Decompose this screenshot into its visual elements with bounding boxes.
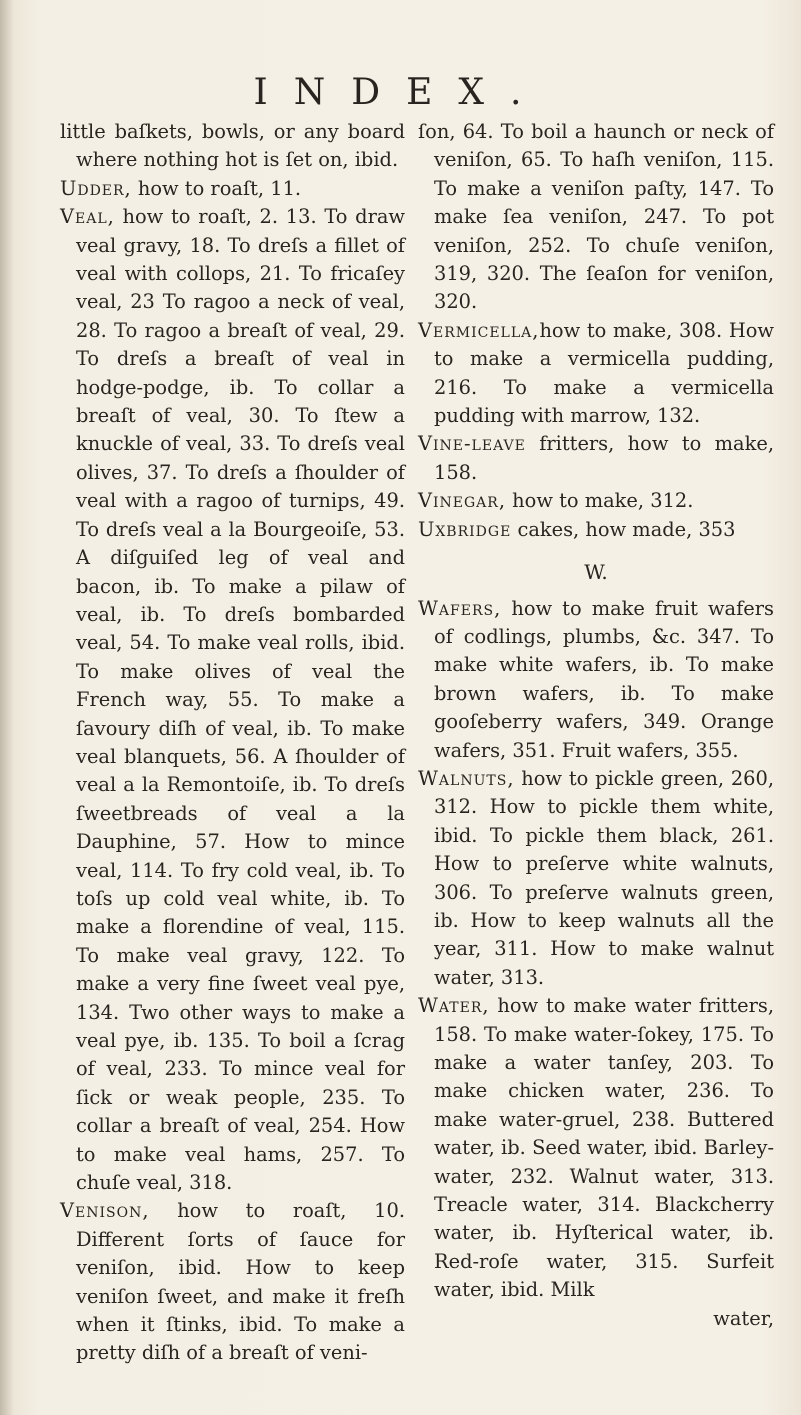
entry-text: cakes, how made, 353 [511,517,736,541]
index-entry [418,430,774,487]
index-entry [418,516,774,544]
entry-heading: Veniſon, [60,1199,150,1223]
entry-text: fritters, how to make, 158. [434,432,774,484]
entry-heading: Udder, [60,176,132,200]
entry-text: ſon, 64. To boil a haunch or neck of veniſon, 65. To haſh veniſon, 115. To make a veniſon paſty, 147. To make ſea veniſon, 247. To pot veniſon, 252. To chuſe veniſon, 319, 320. The ſeaſon for veniſon, 320. [418,120,774,314]
binding-shadow [0,0,14,1415]
index-entry [418,118,774,317]
entry-heading: Vine-leave [418,432,526,456]
entry-text: how to make fruit wafers of codlings, plumbs, &c. 347. To make white wafers, ib. To make brown wafers, ib. To make gooſeberry wafers, 349. Orange wafers, 351. Fruit wafers, 355. [434,596,774,762]
entry-text: how to make, 308. How to make a vermicella pudding, 216. To make a vermicella pudding with marrow, 132. [434,318,774,428]
index-entry [60,175,405,203]
entry-text: how to roaſt, 10. Different ſorts of ſauce for veniſon, ibid. How to keep veniſon ſweet, and make it freſh when it ſtinks, ibid. To make a pretty diſh of a breaſt of veni- [76,1199,405,1365]
index-entry [418,595,774,765]
entry-heading: Walnuts, [418,766,515,790]
entry-heading: Water, [418,994,490,1018]
entry-heading: Vinegar, [418,489,507,513]
index-entry [418,992,774,1304]
entry-text: how to make, 312. [506,489,694,513]
page-header: INDEX. [253,72,548,113]
entry-text: how to roaſt, 11. [131,176,302,200]
index-entry [418,765,774,992]
index-entry [418,317,774,431]
right-column [418,118,774,1333]
index-entry [60,203,405,1197]
entry-heading: Veal, [60,205,115,229]
index-entry [60,1197,405,1367]
catchword: water, [713,1306,774,1330]
left-column [60,118,405,1368]
index-entry [418,487,774,515]
entry-text: how to pickle green, 260, 312. How to pickle them white, ibid. To pickle them black, 261. How to preſerve white walnuts, 306. To preſerve walnuts green, ib. How to keep walnuts all the year, 311. How to make walnut water, 313. [434,766,774,989]
entry-text: how to roaſt, 2. 13. To draw veal gravy, 18. To dreſs a fillet of veal with collops, 21. To fricaſey veal, 23 To ragoo a neck of veal, 28. To ragoo a breaſt of veal, 29. To dreſs a breaſt of veal in hodge-podge, ib. To collar a breaſt of veal, 30. To ſtew a knuckle of veal, 33. To dreſs veal olives, 37. To dreſs a ſhoulder of veal with a ragoo of turnips, 49. To dreſs veal a la Bourgeoiſe, 53. A diſguiſed leg of veal and bacon, ib. To make a pilaw of veal, ib. To dreſs bombarded veal, 54. To make veal rolls, ibid. To make olives of veal the French way, 55. To make a ſavoury diſh of veal, ib. To make veal blanquets, 56. A ſhoulder of veal a la Remontoiſe, ib. To dreſs ſweetbreads of veal a la Dauphine, 57. How to mince veal, 114. To fry cold veal, ib. To toſs up cold veal white, ib. To make a florendine of veal, 115. To make veal gravy, 122. To make a very fine ſweet veal pye, 134. Two other ways to make a veal pye, ib. 135. To boil a ſcrag of veal, 233. To mince veal for ſick or weak people, 235. To collar a breaſt of veal, 254. How to make veal hams, 257. To chuſe veal, 318. [76,205,405,1195]
entry-heading: Uxbridge [418,517,512,541]
entry-text: how to make water fritters, 158. To make water-ſokey, 175. To make a water tanſey, 203. To make chicken water, 236. To make water-gruel, 238. Buttered water, ib. Seed water, ibid. Barley-water, 232. Walnut water, 313. Treacle water, 314. Blackcherry water, ib. Hyſterical water, ib. Red-roſe water, 315. Surfeit water, ibid. Milk [434,994,774,1302]
section-letter: W. [584,560,608,585]
index-entry: little baſkets, bowls, or any board where nothing hot is ſet on, ibid. [60,120,405,172]
entry-heading: Wafers, [418,596,502,620]
entry-heading: Vermicella, [418,318,540,342]
